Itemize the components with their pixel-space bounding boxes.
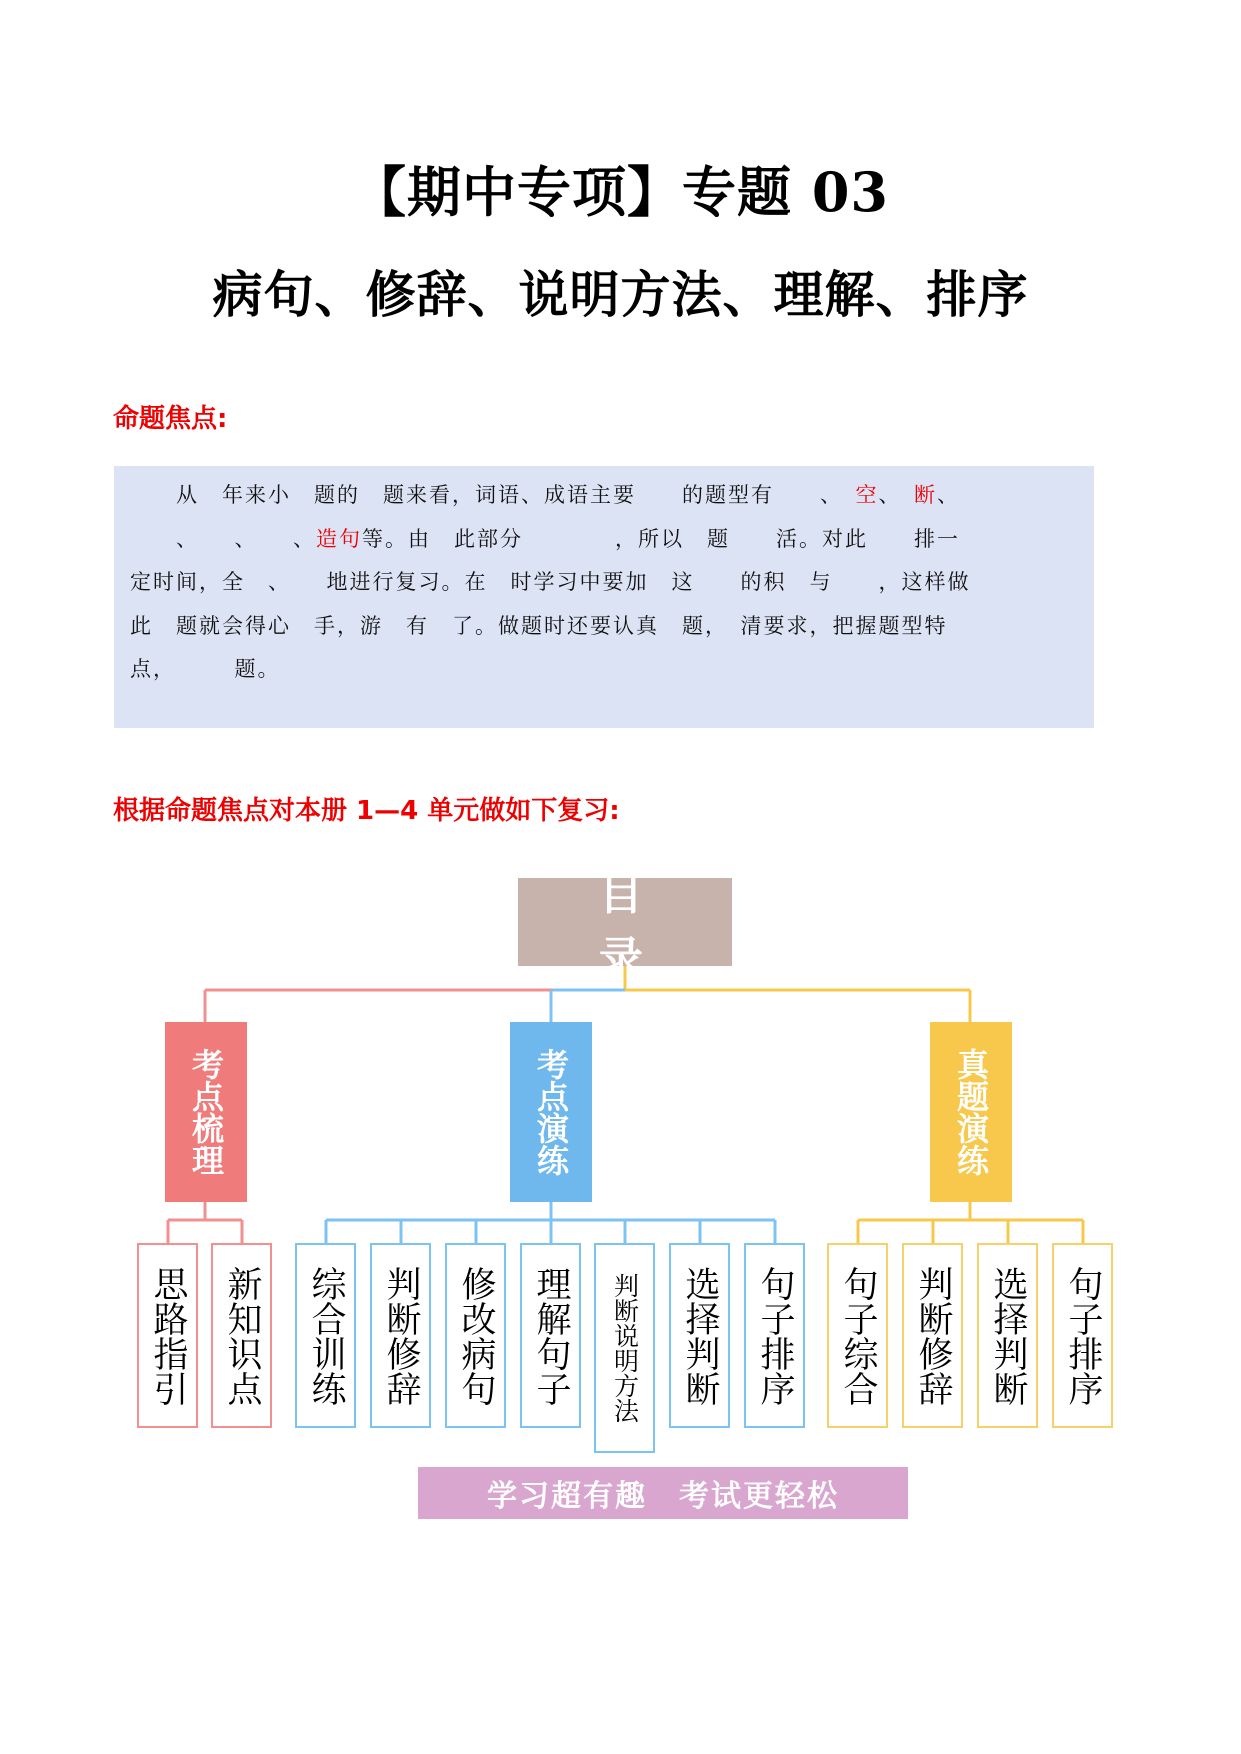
highlight-term: 造句 xyxy=(316,526,362,551)
focus-text: 、 xyxy=(878,483,914,507)
slogan-banner: 学习超有趣 考试更轻松 xyxy=(418,1467,908,1519)
leaf-panduan-xiuci: 判断修辞 xyxy=(370,1243,431,1428)
leaf-juzi-paixu: 句子排序 xyxy=(744,1243,805,1428)
leaf-panduan-xiuci-zhenti: 判断修辞 xyxy=(902,1243,963,1428)
leaf-zonghe-xunlian: 综合训练 xyxy=(295,1243,356,1428)
focus-text: 、 、 、 xyxy=(130,526,316,551)
leaf-xuanze-panduan: 选择判断 xyxy=(669,1243,730,1428)
diagram-root: 目录 xyxy=(518,878,732,966)
review-heading: 根据命题焦点对本册 1—4 单元做如下复习: xyxy=(113,796,620,826)
focus-heading: 命题焦点: xyxy=(113,404,228,434)
leaf-panduan-shuoming-fangfa: 判断说明方法 xyxy=(594,1243,655,1453)
leaf-juzi-zonghe: 句子综合 xyxy=(827,1243,888,1428)
focus-text: 点， 题。 xyxy=(130,657,281,681)
document-subtitle: 病句、修辞、说明方法、理解、排序 xyxy=(212,265,1029,324)
leaf-xin-zhishidian: 新知识点 xyxy=(211,1243,272,1428)
highlight-term: 断 xyxy=(914,483,937,507)
leaf-xiugai-bingju: 修改病句 xyxy=(445,1243,506,1428)
highlight-term: 空 xyxy=(855,483,879,507)
category-kaodian-shuli: 考点梳理 xyxy=(165,1022,247,1202)
category-kaodian-yanlian: 考点演练 xyxy=(510,1022,592,1202)
document-title: 【期中专项】专题 03 xyxy=(352,160,889,224)
leaf-silu-zhiyin: 思路指引 xyxy=(137,1243,198,1428)
focus-text: 等。由 此部分 ，所以 题 活。对此 排一 xyxy=(362,526,960,551)
focus-text: 此 题就会得心 手，游 有 了。做题时还要认真 题， 清要求，把握题型特 xyxy=(130,613,948,638)
focus-text: 定时间，全 、 地进行复习。在 时学习中要加 这 的积 与 ，这样做 xyxy=(130,570,971,594)
leaf-lijie-juzi: 理解句子 xyxy=(520,1243,581,1428)
focus-text: 从 年来小 题的 题来看，词语、成语主要 的题型有 、 xyxy=(130,483,856,507)
leaf-xuanze-panduan-zhenti: 选择判断 xyxy=(977,1243,1038,1428)
focus-text: 、 xyxy=(937,483,960,507)
category-zhenti-yanlian: 真题演练 xyxy=(930,1022,1012,1202)
leaf-juzi-paixu-zhenti: 句子排序 xyxy=(1052,1243,1113,1428)
